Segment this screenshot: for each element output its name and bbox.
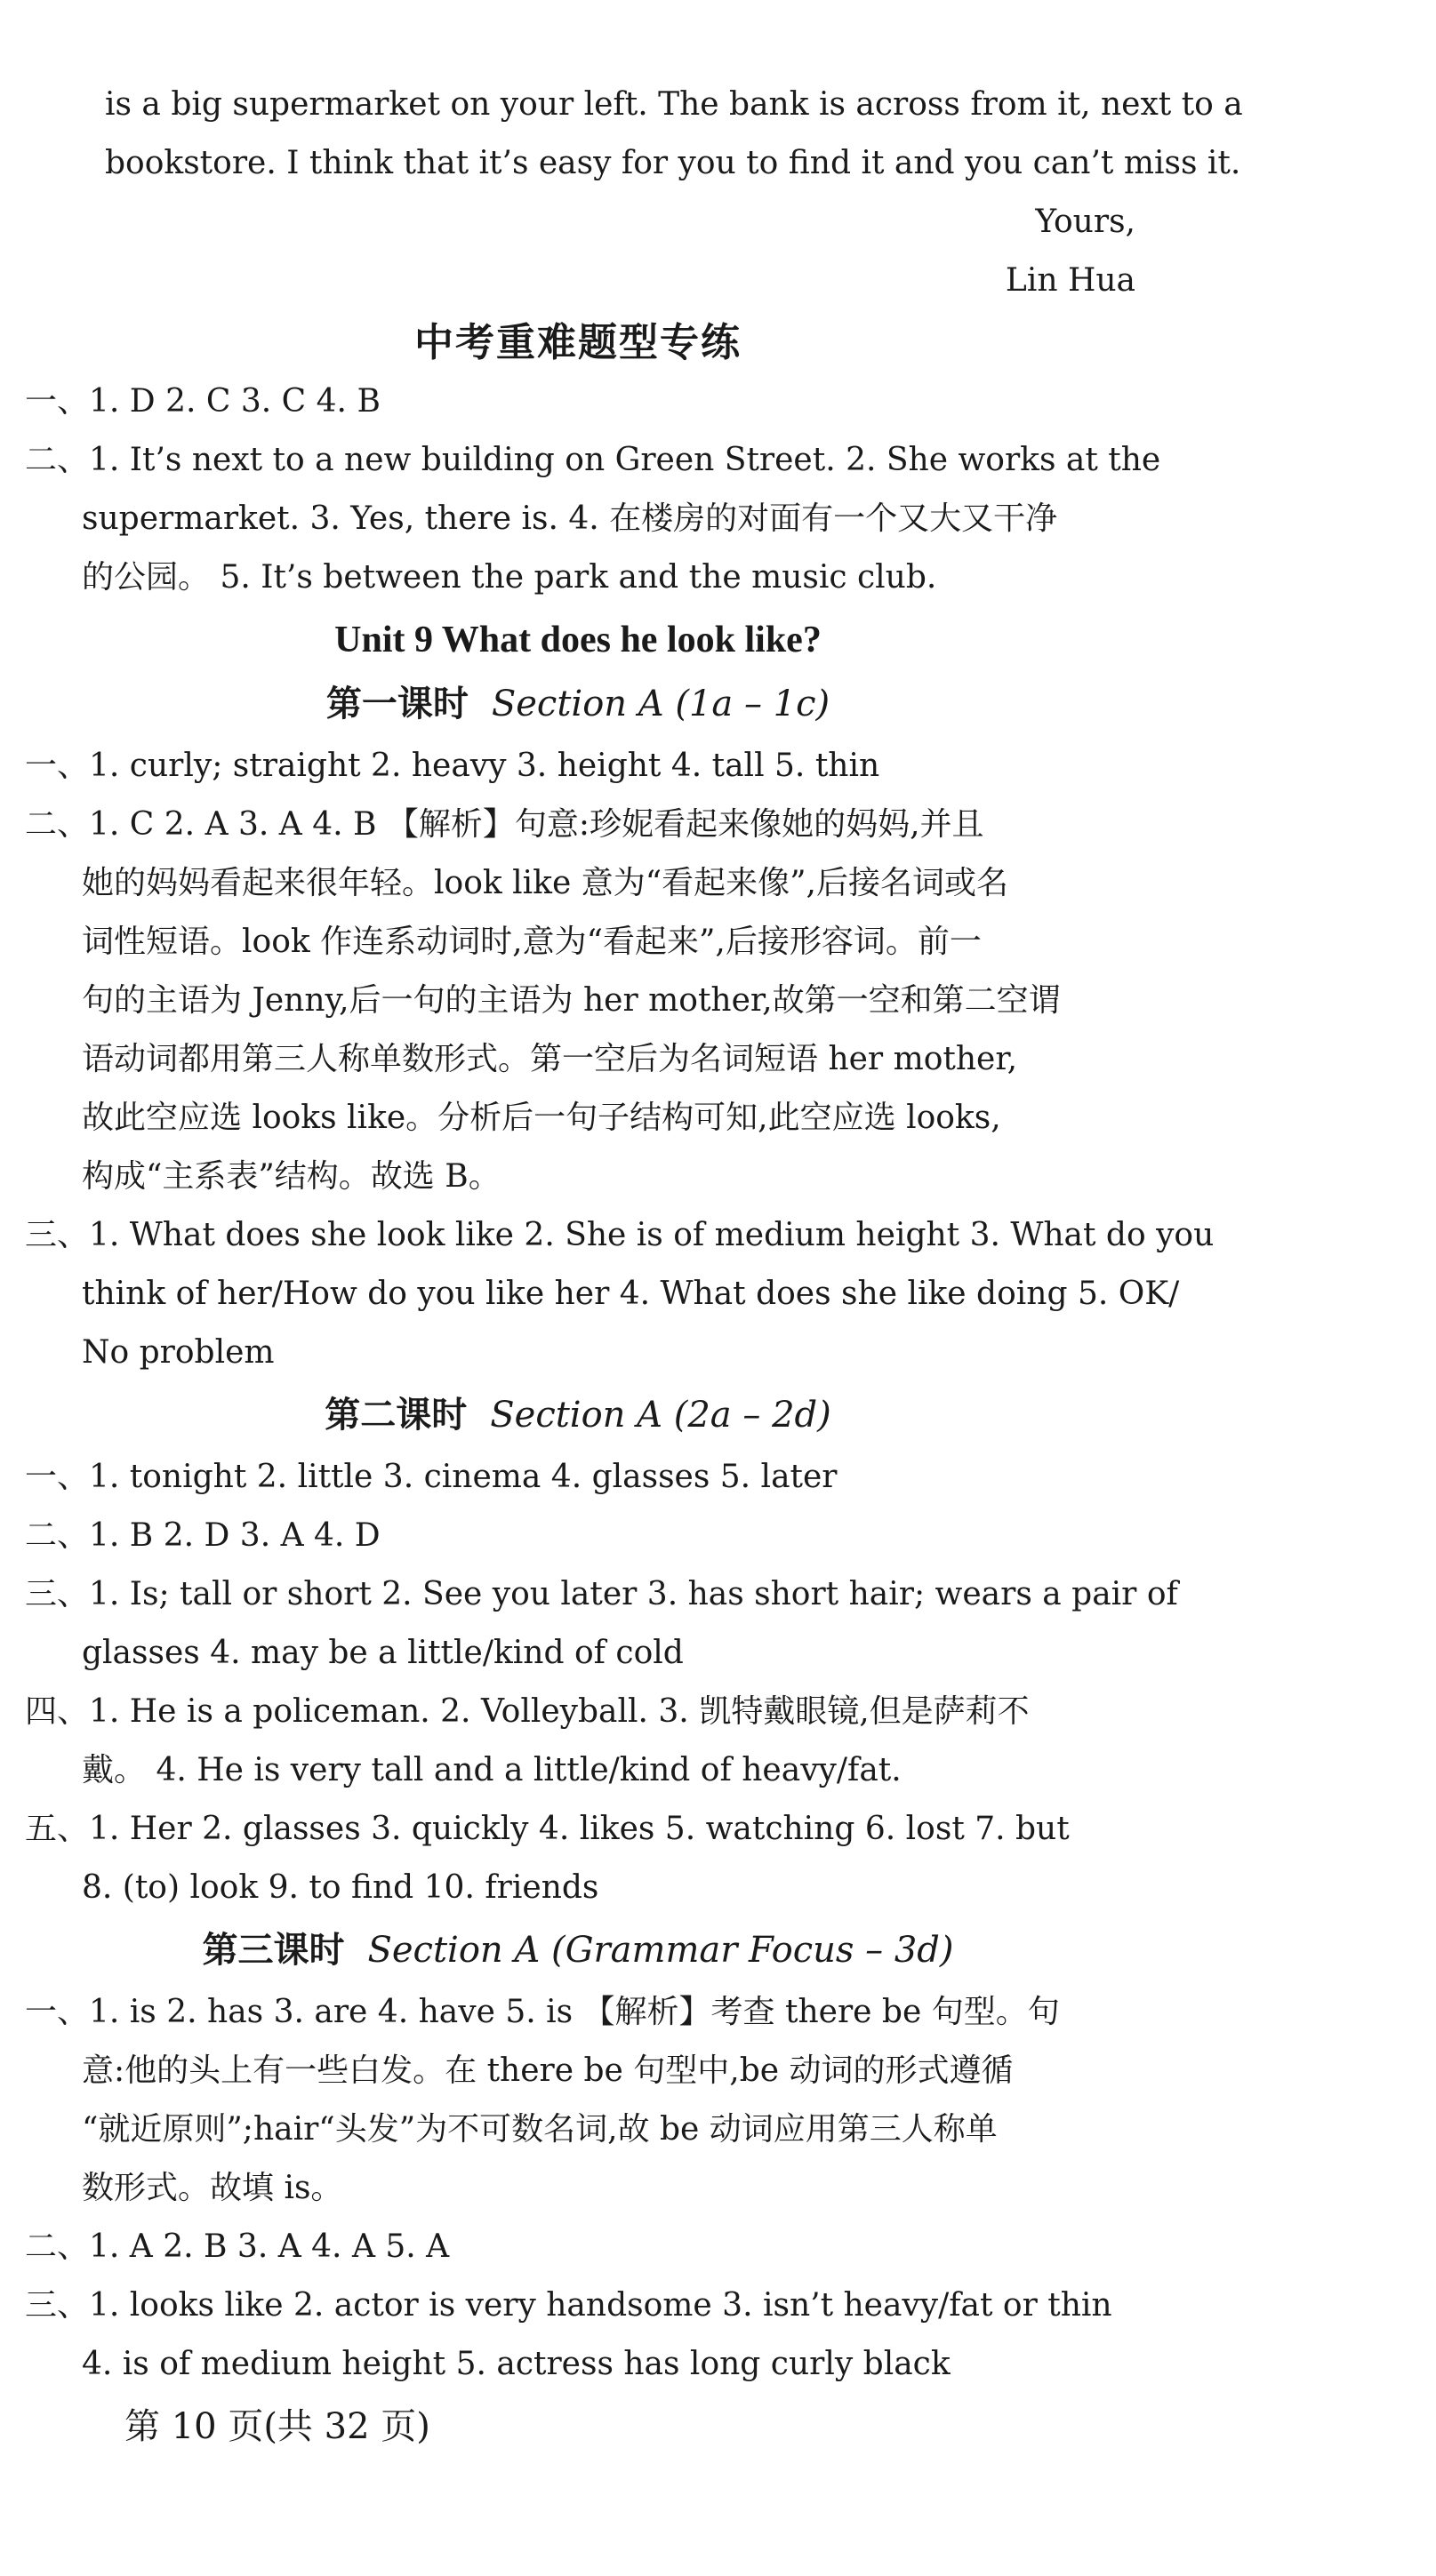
answer-line: 三、1. Is; tall or short 2. See you later 3. has short hair; wears a pair of [25,1576,1178,1612]
answer-line: 三、1. looks like 2. actor is very handsome 3. isn’t heavy/fat or thin [25,2287,1112,2324]
lesson-heading [0,677,1156,731]
answer-line: 意:他的头上有一些白发。在 there be 句型中,be 动词的形式遵循 [82,2052,1014,2089]
page-number: 第 10 页(共 32 页) [124,2406,430,2447]
answer-line: think of her/How do you like her 4. What does she like doing 5. OK/ [82,1276,1180,1312]
answer-line: 一、1. curly; straight 2. heavy 3. height 4. tall 5. thin [25,748,880,784]
answer-line: 语动词都用第三人称单数形式。第一空后为名词短语 her mother, [82,1041,1018,1077]
answer-line: 四、1. He is a policeman. 2. Volleyball. 3. 凯特戴眼镜,但是萨莉不 [25,1693,1030,1730]
lesson-heading [0,1388,1156,1442]
answer-line: 8. (to) look 9. to find 10. friends [82,1869,599,1906]
answer-line: 二、1. A 2. B 3. A 4. A 5. A [25,2228,450,2265]
lesson-label: 第三课时 [202,1929,345,1971]
answer-line: 一、1. tonight 2. little 3. cinema 4. glasses 5. later [25,1459,838,1495]
lesson-section: Section A (1a – 1c) [491,684,830,724]
answer-line: 二、1. B 2. D 3. A 4. D [25,1517,381,1554]
answer-line: 一、1. is 2. has 3. are 4. have 5. is 【解析】考查 there be 句型。句 [25,1994,1060,2030]
answer-line: 数形式。故填 is。 [82,2170,343,2206]
letter-closing: Yours, [1035,204,1135,240]
lesson-label: 第一课时 [325,683,469,724]
answer-line: 词性短语。look 作连系动词时,意为“看起来”,后接形容词。前一 [82,924,982,960]
answer-line: 故此空应选 looks like。分析后一句子结构可知,此空应选 looks, [82,1100,1001,1136]
answer-line: 的公园。 5. It’s between the park and the music club. [82,559,937,596]
lesson-section: Section A (Grammar Focus – 3d) [367,1930,954,1971]
letter-signature: Lin Hua [1005,262,1135,299]
letter-line: bookstore. I think that it’s easy for you to find it and you can’t miss it. [105,145,1241,181]
answer-line: No problem [82,1334,275,1371]
lesson-section: Section A (2a – 2d) [490,1395,831,1436]
lesson-heading [0,1924,1156,1977]
answer-line: 句的主语为 Jenny,后一句的主语为 her mother,故第一空和第二空谓 [82,982,1061,1019]
section-title: 中考重难题型专练 [414,320,742,365]
answer-line: 一、1. D 2. C 3. C 4. B [25,383,381,420]
answer-line: glasses 4. may be a little/kind of cold [82,1635,684,1671]
answer-line: 构成“主系表”结构。故选 B。 [82,1158,501,1195]
answer-line: 4. is of medium height 5. actress has long curly black [82,2346,951,2382]
answer-line: 三、1. What does she look like 2. She is of medium height 3. What do you [25,1217,1215,1253]
answer-line: 戴。 4. He is very tall and a little/kind of heavy/fat. [82,1752,902,1788]
answer-line: 五、1. Her 2. glasses 3. quickly 4. likes 5. watching 6. lost 7. but [25,1811,1070,1847]
unit-title: Unit 9 What does he look like? [334,620,822,660]
answer-line: supermarket. 3. Yes, there is. 4. 在楼房的对面有一个又大又干净 [82,500,1058,537]
answer-line: “就近原则”;hair“头发”为不可数名词,故 be 动词应用第三人称单 [82,2111,998,2148]
lesson-label: 第二课时 [325,1394,468,1436]
answer-line: 二、1. It’s next to a new building on Green Street. 2. She works at the [25,442,1161,478]
answer-line: 二、1. C 2. A 3. A 4. B 【解析】句意:珍妮看起来像她的妈妈,并且 [25,806,984,843]
letter-line: is a big supermarket on your left. The bank is across from it, next to a [105,86,1243,123]
answer-line: 她的妈妈看起来很年轻。look like 意为“看起来像”,后接名词或名 [82,865,1008,901]
